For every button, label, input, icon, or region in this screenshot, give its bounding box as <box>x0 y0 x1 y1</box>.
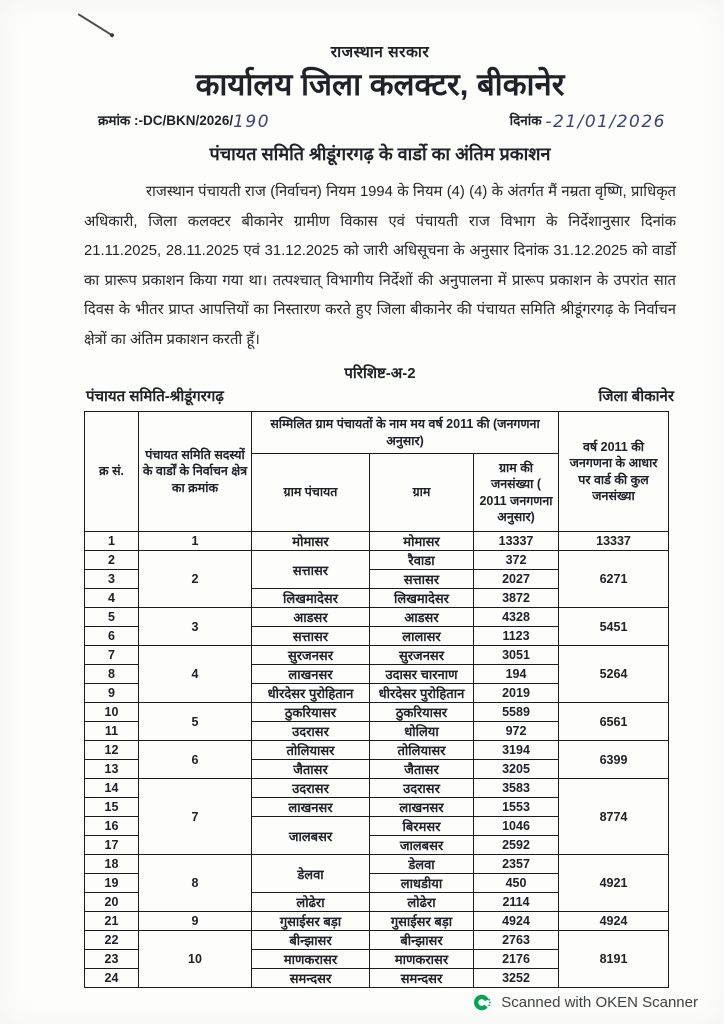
gram-panchayat-cell: जालबसर <box>252 817 370 855</box>
village-cell: सुरजनसर <box>370 646 474 665</box>
village-cell: जालबसर <box>370 836 474 855</box>
ward-total-population-cell: 4924 <box>559 912 669 931</box>
gram-panchayat-cell: सत्तासर <box>252 551 370 589</box>
row-serial-cell: 1 <box>85 532 139 551</box>
village-population-cell: 1553 <box>474 798 559 817</box>
gram-panchayat-cell: जैतासर <box>252 760 370 779</box>
row-serial-cell: 7 <box>85 646 139 665</box>
village-population-cell: 2592 <box>474 836 559 855</box>
gram-panchayat-cell: तोलियासर <box>252 741 370 760</box>
village-population-cell: 372 <box>474 551 559 570</box>
gram-panchayat-cell: डेलवा <box>252 855 370 893</box>
date-handwritten: -21/01/2026 <box>545 112 666 132</box>
ward-number-cell: 3 <box>139 608 252 646</box>
village-population-cell: 4328 <box>474 608 559 627</box>
village-population-cell: 1046 <box>474 817 559 836</box>
header-village: ग्राम <box>370 454 474 532</box>
table-row <box>85 551 669 570</box>
row-serial-cell: 20 <box>85 893 139 912</box>
row-serial-cell: 8 <box>85 665 139 684</box>
district-label: जिला बीकानेर <box>598 388 674 405</box>
village-cell: समन्दसर <box>370 969 474 988</box>
village-population-cell: 194 <box>474 665 559 684</box>
header-village-population: ग्राम की जनसंख्या ( 2011 जनगणना अनुसार) <box>474 454 559 532</box>
village-population-cell: 2176 <box>474 950 559 969</box>
ward-number-cell: 6 <box>139 741 252 779</box>
gram-panchayat-cell: ठुकरियासर <box>252 703 370 722</box>
village-cell: लालासर <box>370 627 474 646</box>
panchayat-district-row <box>84 386 676 406</box>
ward-number-cell: 8 <box>139 855 252 912</box>
village-population-cell: 1123 <box>474 627 559 646</box>
ward-number-cell: 9 <box>139 912 252 931</box>
village-cell: धोलिया <box>370 722 474 741</box>
table-row <box>85 532 669 551</box>
ward-number-cell: 2 <box>139 551 252 608</box>
row-serial-cell: 17 <box>85 836 139 855</box>
ward-total-population-cell: 8774 <box>559 779 669 855</box>
header-group-gram-panchayats: सम्मिलित ग्राम पंचायतों के नाम मय वर्ष 2011 की (जनगणना अनुसार) <box>252 412 559 454</box>
row-serial-cell: 19 <box>85 874 139 893</box>
village-cell: गुसाईसर बड़ा <box>370 912 474 931</box>
table-row <box>85 646 669 665</box>
row-serial-cell: 13 <box>85 760 139 779</box>
village-cell: आडसर <box>370 608 474 627</box>
gram-panchayat-cell: उदरासर <box>252 779 370 798</box>
village-cell: लाखनसर <box>370 798 474 817</box>
village-cell: धीरदेसर पुरोहितान <box>370 684 474 703</box>
government-name: राजस्थान सरकार <box>330 44 430 61</box>
village-population-cell: 450 <box>474 874 559 893</box>
gram-panchayat-cell: लोढेरा <box>252 893 370 912</box>
row-serial-cell: 10 <box>85 703 139 722</box>
village-cell: बिरमसर <box>370 817 474 836</box>
row-serial-cell: 11 <box>85 722 139 741</box>
header-ward-total-population: वर्ष 2011 की जनगणना के आधार पर वार्ड की कुल जनसंख्या <box>559 412 669 532</box>
village-cell: डेलवा <box>370 855 474 874</box>
row-serial-cell: 4 <box>85 589 139 608</box>
gram-panchayat-cell: लाखनसर <box>252 798 370 817</box>
row-serial-cell: 21 <box>85 912 139 931</box>
table-row <box>85 703 669 722</box>
office-title: कार्यालय जिला कलक्टर, बीकानेर <box>195 67 565 102</box>
village-population-cell: 3194 <box>474 741 559 760</box>
row-serial-cell: 23 <box>85 950 139 969</box>
ward-number-cell: 1 <box>139 532 252 551</box>
village-cell: लिखमादेसर <box>370 589 474 608</box>
row-serial-cell: 3 <box>85 570 139 589</box>
ward-number-cell: 5 <box>139 703 252 741</box>
document-content <box>84 40 676 988</box>
ward-number-cell: 7 <box>139 779 252 855</box>
reference-number <box>98 110 270 130</box>
oken-scanner-icon <box>473 993 492 1012</box>
row-serial-cell: 24 <box>85 969 139 988</box>
header-serial: क्र सं. <box>85 412 139 532</box>
scanner-footer <box>473 993 698 1012</box>
ward-total-population-cell: 8191 <box>559 931 669 988</box>
subject-title: पंचायत समिति श्रीडूंगरगढ़ के वार्डो का अंतिम प्रकाशन <box>209 144 551 164</box>
village-cell: मोमासर <box>370 532 474 551</box>
ward-number-cell: 10 <box>139 931 252 988</box>
reference-row <box>84 110 676 130</box>
village-population-cell: 5589 <box>474 703 559 722</box>
village-population-cell: 2027 <box>474 570 559 589</box>
reference-label: क्रमांक :-DC/BKN/2026/ <box>98 113 234 128</box>
row-serial-cell: 14 <box>85 779 139 798</box>
wards-table <box>84 411 669 988</box>
ward-total-population-cell: 5451 <box>559 608 669 646</box>
table-row <box>85 912 669 931</box>
gram-panchayat-cell: माणकरासर <box>252 950 370 969</box>
ward-total-population-cell: 6271 <box>559 551 669 608</box>
panchayat-samiti-label: पंचायत समिति-श्रीडूंगरगढ़ <box>86 388 224 405</box>
village-population-cell: 2114 <box>474 893 559 912</box>
table-row <box>85 779 669 798</box>
village-population-cell: 3252 <box>474 969 559 988</box>
village-cell: ठुकरियासर <box>370 703 474 722</box>
village-population-cell: 13337 <box>474 532 559 551</box>
gram-panchayat-cell: आडसर <box>252 608 370 627</box>
row-serial-cell: 16 <box>85 817 139 836</box>
table-row <box>85 855 669 874</box>
table-row <box>85 608 669 627</box>
village-cell: जैतासर <box>370 760 474 779</box>
header-row-group <box>85 412 669 454</box>
row-serial-cell: 15 <box>85 798 139 817</box>
gram-panchayat-cell: लिखमादेसर <box>252 589 370 608</box>
gram-panchayat-cell: सत्तासर <box>252 627 370 646</box>
header-gram-panchayat: ग्राम पंचायत <box>252 454 370 532</box>
wards-table-header <box>85 412 669 532</box>
reference-number-handwritten: 190 <box>233 112 271 132</box>
village-cell: रैवाडा <box>370 551 474 570</box>
gram-panchayat-cell: उदरासर <box>252 722 370 741</box>
gram-panchayat-cell: सुरजनसर <box>252 646 370 665</box>
wards-table-body <box>85 532 669 988</box>
village-population-cell: 3051 <box>474 646 559 665</box>
row-serial-cell: 5 <box>85 608 139 627</box>
village-population-cell: 972 <box>474 722 559 741</box>
village-population-cell: 3872 <box>474 589 559 608</box>
gram-panchayat-cell: समन्दसर <box>252 969 370 988</box>
village-cell: तोलियासर <box>370 741 474 760</box>
village-population-cell: 2763 <box>474 931 559 950</box>
gram-panchayat-cell: गुसाईसर बड़ा <box>252 912 370 931</box>
scanner-footer-text: Scanned with OKEN Scanner <box>501 994 698 1011</box>
village-cell: सत्तासर <box>370 570 474 589</box>
table-row <box>85 741 669 760</box>
gram-panchayat-cell: लाखनसर <box>252 665 370 684</box>
header-ward-number: पंचायत समिति सदस्यों के वार्डों के निर्वाचन क्षेत्र का क्रमांक <box>139 412 252 532</box>
gram-panchayat-cell: मोमासर <box>252 532 370 551</box>
village-population-cell: 2357 <box>474 855 559 874</box>
row-serial-cell: 6 <box>85 627 139 646</box>
ward-total-population-cell: 5264 <box>559 646 669 703</box>
document-date <box>510 110 666 130</box>
row-serial-cell: 9 <box>85 684 139 703</box>
village-cell: बीन्झासर <box>370 931 474 950</box>
row-serial-cell: 22 <box>85 931 139 950</box>
ward-total-population-cell: 6399 <box>559 741 669 779</box>
village-cell: उदासर चारनाण <box>370 665 474 684</box>
village-cell: माणकरासर <box>370 950 474 969</box>
gram-panchayat-cell: बीन्झासर <box>252 931 370 950</box>
village-population-cell: 2019 <box>474 684 559 703</box>
table-row <box>85 931 669 950</box>
gram-panchayat-cell: धीरदेसर पुरोहितान <box>252 684 370 703</box>
village-population-cell: 3583 <box>474 779 559 798</box>
ward-total-population-cell: 6561 <box>559 703 669 741</box>
ward-total-population-cell: 4921 <box>559 855 669 912</box>
row-serial-cell: 12 <box>85 741 139 760</box>
appendix-title: परिशिष्ट-अ-2 <box>344 365 416 382</box>
pen-stroke-mark <box>77 13 112 36</box>
ward-number-cell: 4 <box>139 646 252 703</box>
date-label: दिनांक <box>509 113 542 128</box>
village-population-cell: 4924 <box>474 912 559 931</box>
ward-total-population-cell: 13337 <box>559 532 669 551</box>
village-population-cell: 3205 <box>474 760 559 779</box>
row-serial-cell: 2 <box>85 551 139 570</box>
village-cell: लाधडीया <box>370 874 474 893</box>
row-serial-cell: 18 <box>85 855 139 874</box>
village-cell: लोढेरा <box>370 893 474 912</box>
village-cell: उदरासर <box>370 779 474 798</box>
body-paragraph: राजस्थान पंचायती राज (निर्वाचन) नियम 1994 के नियम (4) (4) के अंतर्गत मैं नम्रता वृष्णि, प्राधिकृत अधिकारी, जिला कलक्टर बीकानेर ग्रामीण विकास एवं पंचायती राज विभाग के निर्देशानुसार दिनांक 21.11.2025, 28.11.2025 एवं 31.12.2025 को जारी अधिसूचना के अनुसार दिनांक 31.12.2025 को वार्डो का प्रारूप प्रकाशन किया गया था। तत्पश्चात् विभागीय निर्देशों की अनुपालना में प्रारूप प्रकाशन के उपरांत सात दिवस के भीतर प्राप्त आपत्तियों का निस्तारण करते हुए जिला बीकानेर की पंचायत समिति श्रीडूंगरगढ़ के निर्वाचन क्षेत्रों का अंतिम प्रकाशन करती हूँ। <box>84 184 676 348</box>
